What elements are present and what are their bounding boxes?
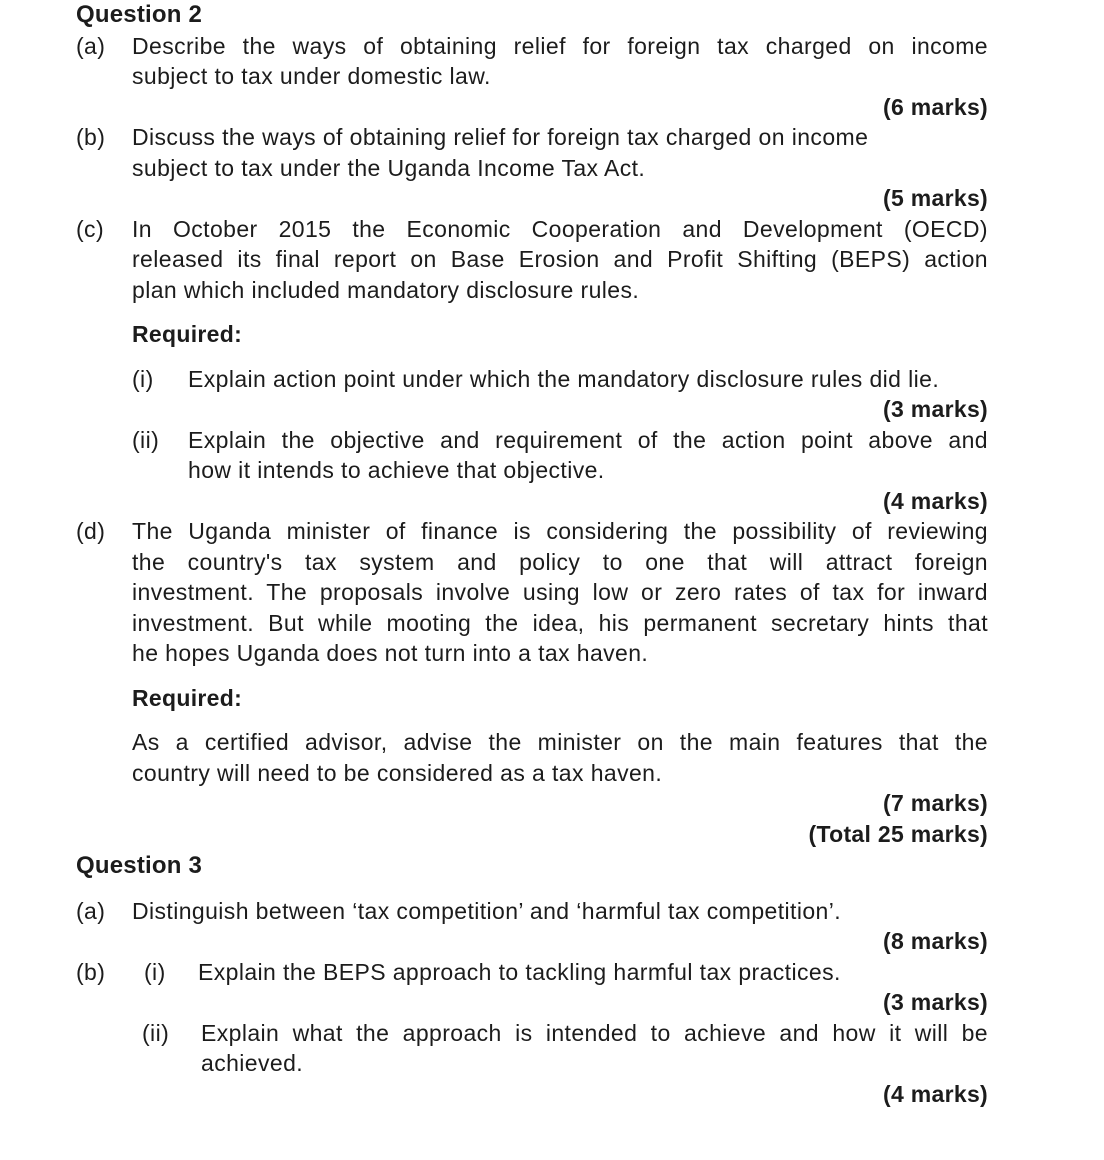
question-2c-i [132,364,988,395]
q2d-line-1: The Uganda minister of finance is considering the possibility of reviewing [132,518,988,544]
q2d-line-2: the country's tax system and policy to one that will attract foreign [132,548,988,575]
q2d-required-heading: Required: [132,684,243,711]
question-3a [76,896,988,927]
q3b-ii-line-2: achieved. [201,1050,304,1076]
part-label-3b: (b) [76,958,106,985]
q2a-line-1: Describe the ways of obtaining relief for foreign tax charged on income [132,32,988,59]
question-2c-ii [132,425,988,486]
q2d-marks: (7 marks) [883,790,988,816]
q2d-line-3: investment. The proposals involve using low or zero rates of tax for inward [132,579,988,605]
sub-label-2c-i: (i) [132,365,154,392]
q3a-line-1: Distinguish between ‘tax competition’ and ‘harmful tax competition’. [132,897,842,924]
q3b-i-marks: (3 marks) [883,989,988,1015]
q3b-ii-marks: (4 marks) [883,1080,988,1107]
q3b-ii-line-1: Explain what the approach is intended to achieve and how it will be [201,1019,988,1046]
q2b-line-2: subject to tax under the Uganda Income Tax Act. [132,154,646,181]
q2d-req-line-1: As a certified advisor, advise the minister on the main features that the [132,729,988,755]
part-label-2a: (a) [76,32,106,59]
sub-label-3b-ii: (ii) [142,1019,170,1046]
part-label-2b: (b) [76,124,106,150]
q2b-marks: (5 marks) [883,185,988,211]
q2a-line-2: subject to tax under domestic law. [132,63,491,89]
question-2b [76,122,988,183]
part-label-3a: (a) [76,897,106,924]
q2d-req-line-2: country will need to be considered as a tax haven. [132,759,663,786]
sub-label-2c-ii: (ii) [132,426,160,453]
q2c-line-2: released its final report on Base Erosion and Profit Shifting (BEPS) action [132,246,988,272]
question-2a [76,31,988,92]
question-3b-i [76,957,988,988]
q2c-i-marks: (3 marks) [883,396,988,422]
q3b-i-line-1: Explain the BEPS approach to tackling harmful tax practices. [198,958,841,985]
q2c-ii-line-2: how it intends to achieve that objective. [188,457,605,483]
question-2-title: Question 2 [76,1,203,28]
sub-label-3b-i: (i) [144,958,166,985]
q2c-line-3: plan which included mandatory disclosure rules. [132,276,640,303]
q2b-line-1: Discuss the ways of obtaining relief for foreign tax charged on income [132,124,869,150]
q2c-ii-line-1: Explain the objective and requirement of the action point above and [188,426,988,453]
question-3-title: Question 3 [76,852,203,879]
q2d-line-4: investment. But while mooting the idea, his permanent secretary hints that [132,609,988,636]
q2c-line-1: In October 2015 the Economic Cooperation and Development (OECD) [132,215,988,242]
question-2c [76,214,988,306]
q2c-ii-marks: (4 marks) [883,487,988,514]
question-2d [76,516,988,669]
q2c-i-line-1: Explain action point under which the mandatory disclosure rules did lie. [188,365,940,392]
q2a-marks: (6 marks) [883,93,988,120]
q3a-marks: (8 marks) [883,928,988,954]
q2d-line-5: he hopes Uganda does not turn into a tax haven. [132,640,649,666]
part-label-2d: (d) [76,518,106,544]
exam-page [76,0,988,1109]
part-label-2c: (c) [76,215,105,242]
q2c-required-heading: Required: [132,321,243,347]
q2d-required-text [132,727,988,788]
q2-total-marks: (Total 25 marks) [808,820,988,847]
question-3b-ii [76,1018,988,1079]
